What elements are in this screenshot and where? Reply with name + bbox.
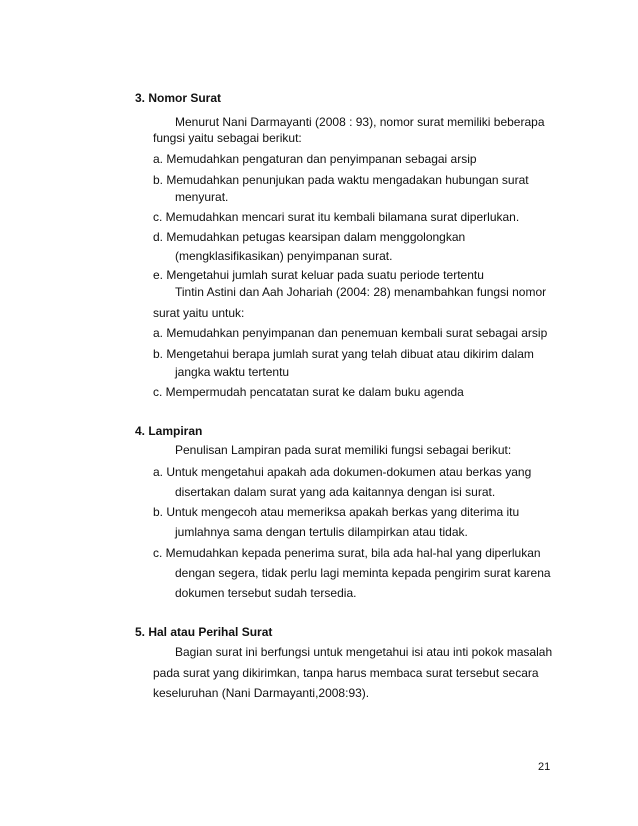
paragraph-line: Tintin Astini dan Aah Johariah (2004: 28) menambahkan fungsi nomor — [175, 285, 547, 299]
paragraph-line: Bagian surat ini berfungsi untuk mengetahui isi atau inti pokok masalah — [175, 645, 553, 659]
list-item: a. Memudahkan penyimpanan dan penemuan kembali surat sebagai arsip — [153, 326, 548, 340]
list-item: b. Mengetahui berapa jumlah surat yang telah dibuat atau dikirim dalam — [153, 347, 534, 361]
section-heading-lampiran: 4. Lampiran — [135, 424, 203, 438]
paragraph-line: keseluruhan (Nani Darmayanti,2008:93). — [153, 686, 370, 700]
paragraph-line: pada surat yang dikirimkan, tanpa harus membaca surat tersebut secara — [153, 666, 539, 680]
list-item-continuation: (mengklasifikasikan) penyimpanan surat. — [175, 249, 393, 263]
list-item: c. Memudahkan kepada penerima surat, bila ada hal-hal yang diperlukan — [153, 546, 541, 560]
list-item: a. Untuk mengetahui apakah ada dokumen-dokumen atau berkas yang — [153, 465, 532, 479]
list-item: c. Memudahkan mencari surat itu kembali bilamana surat diperlukan. — [153, 210, 520, 224]
list-item-continuation: dengan segera, tidak perlu lagi meminta kepada pengirim surat karena — [175, 566, 551, 580]
list-item-continuation: menyurat. — [175, 190, 229, 204]
list-item-continuation: jangka waktu tertentu — [175, 365, 290, 379]
paragraph-line: fungsi yaitu sebagai berikut: — [153, 131, 302, 145]
list-item: e. Mengetahui jumlah surat keluar pada suatu periode tertentu — [153, 268, 484, 282]
paragraph-line: Menurut Nani Darmayanti (2008 : 93), nomor surat memiliki beberapa — [175, 115, 545, 129]
list-item: a. Memudahkan pengaturan dan penyimpanan sebagai arsip — [153, 152, 477, 166]
list-item-continuation: disertakan dalam surat yang ada kaitannya dengan isi surat. — [175, 485, 496, 499]
page-number: 21 — [538, 761, 551, 773]
list-item-continuation: jumlahnya sama dengan tertulis dilampirkan atau tidak. — [175, 525, 468, 539]
list-item: d. Memudahkan petugas kearsipan dalam menggolongkan — [153, 230, 466, 244]
section-heading-nomor-surat: 3. Nomor Surat — [135, 91, 222, 105]
paragraph-line: surat yaitu untuk: — [153, 306, 245, 320]
list-item: b. Memudahkan penunjukan pada waktu mengadakan hubungan surat — [153, 173, 529, 187]
list-item: b. Untuk mengecoh atau memeriksa apakah berkas yang diterima itu — [153, 505, 520, 519]
paragraph-line: Penulisan Lampiran pada surat memiliki fungsi sebagai berikut: — [175, 443, 512, 457]
list-item-continuation: dokumen tersebut sudah tersedia. — [175, 586, 357, 600]
section-heading-hal: 5. Hal atau Perihal Surat — [135, 625, 273, 639]
list-item: c. Mempermudah pencatatan surat ke dalam buku agenda — [153, 385, 464, 399]
